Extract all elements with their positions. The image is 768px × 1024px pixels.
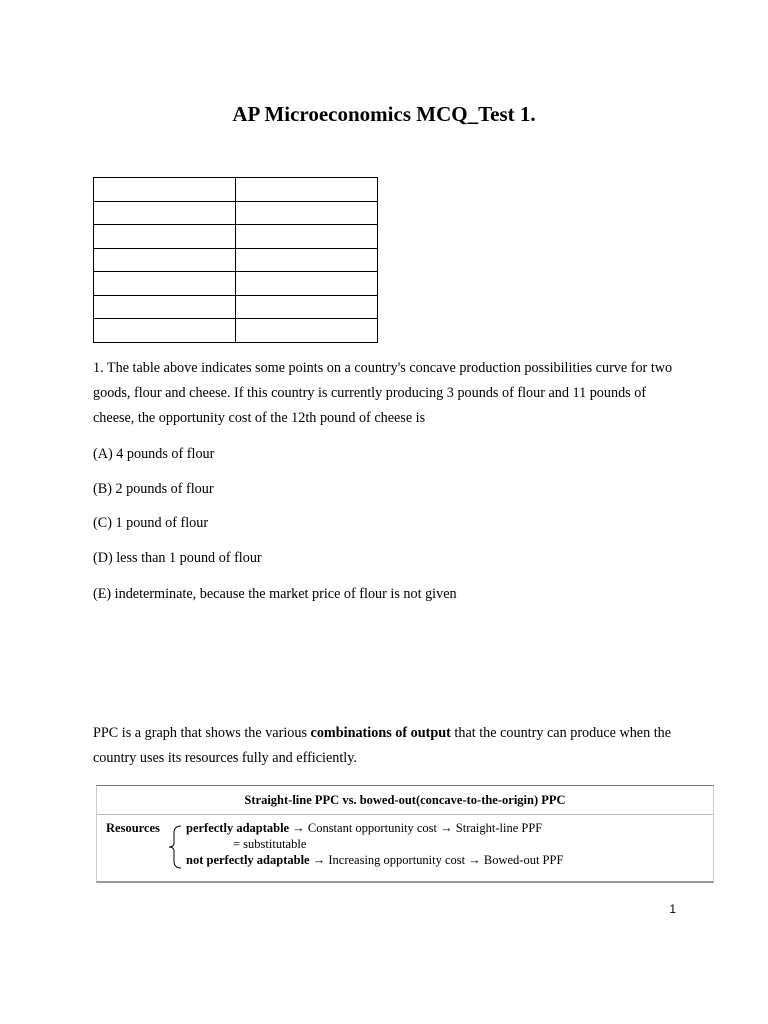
ppc-box-body [97,815,713,881]
ppc-definition-end: that the country can produce when the country uses its resources fully and efficiently. [93,725,672,766]
table-cell [94,272,236,296]
option-a: (A) 4 pounds of flour [93,446,215,462]
table-cell [94,248,236,272]
page-number: 1 [669,902,676,916]
not-adaptable-term: not perfectly adaptable [186,853,310,867]
option-d: (D) less than 1 pound of flour [93,550,262,566]
table-cell [94,295,236,319]
page-title: AP Microeconomics MCQ_Test 1. [232,102,536,126]
table-row [94,319,378,343]
ppc-definition [93,721,683,771]
ppc-data-table [93,177,378,343]
ppc-definition-bold: combinations of output [310,725,451,741]
ppc-definition-start: PPC is a graph that shows the various [93,725,311,741]
table-cell [236,248,378,272]
not-adaptable-line [186,853,563,868]
table-cell [94,225,236,249]
table-cell [94,201,236,225]
option-c: (C) 1 pound of flour [93,515,209,531]
table-cell [236,295,378,319]
table-cell [236,201,378,225]
table-cell [94,319,236,343]
adaptable-term: perfectly adaptable [186,821,290,835]
adaptable-line [186,821,542,836]
table-row [94,272,378,296]
question-text: 1. The table above indicates some points on a country's concave production possibilities curve for two goods, flour and cheese. If this country is currently producing 3 pounds of flour and 11 pounds of cheese, the opportunity cost of the 12th pound of cheese is [93,360,673,426]
not-adaptable-result: → Increasing opportunity cost → Bowed-out PPF [309,853,564,867]
ppc-comparison-box [96,785,714,883]
substitutable-note: = substitutable [233,837,307,851]
table-cell [236,225,378,249]
adaptable-result: → Constant opportunity cost → Straight-line PPF [289,821,543,835]
brace-icon [165,825,183,869]
table-row [94,248,378,272]
table-row [94,225,378,249]
resources-label: Resources [106,821,160,835]
table-cell [236,319,378,343]
option-e: (E) indeterminate, because the market price of flour is not given [93,586,457,602]
table-cell [94,178,236,202]
table-row [94,295,378,319]
table-row [94,178,378,202]
table-cell [236,178,378,202]
table-row [94,201,378,225]
ppc-box-header: Straight-line PPC vs. bowed-out(concave-to-the-origin) PPC [97,786,713,815]
table-cell [236,272,378,296]
option-b: (B) 2 pounds of flour [93,481,214,497]
